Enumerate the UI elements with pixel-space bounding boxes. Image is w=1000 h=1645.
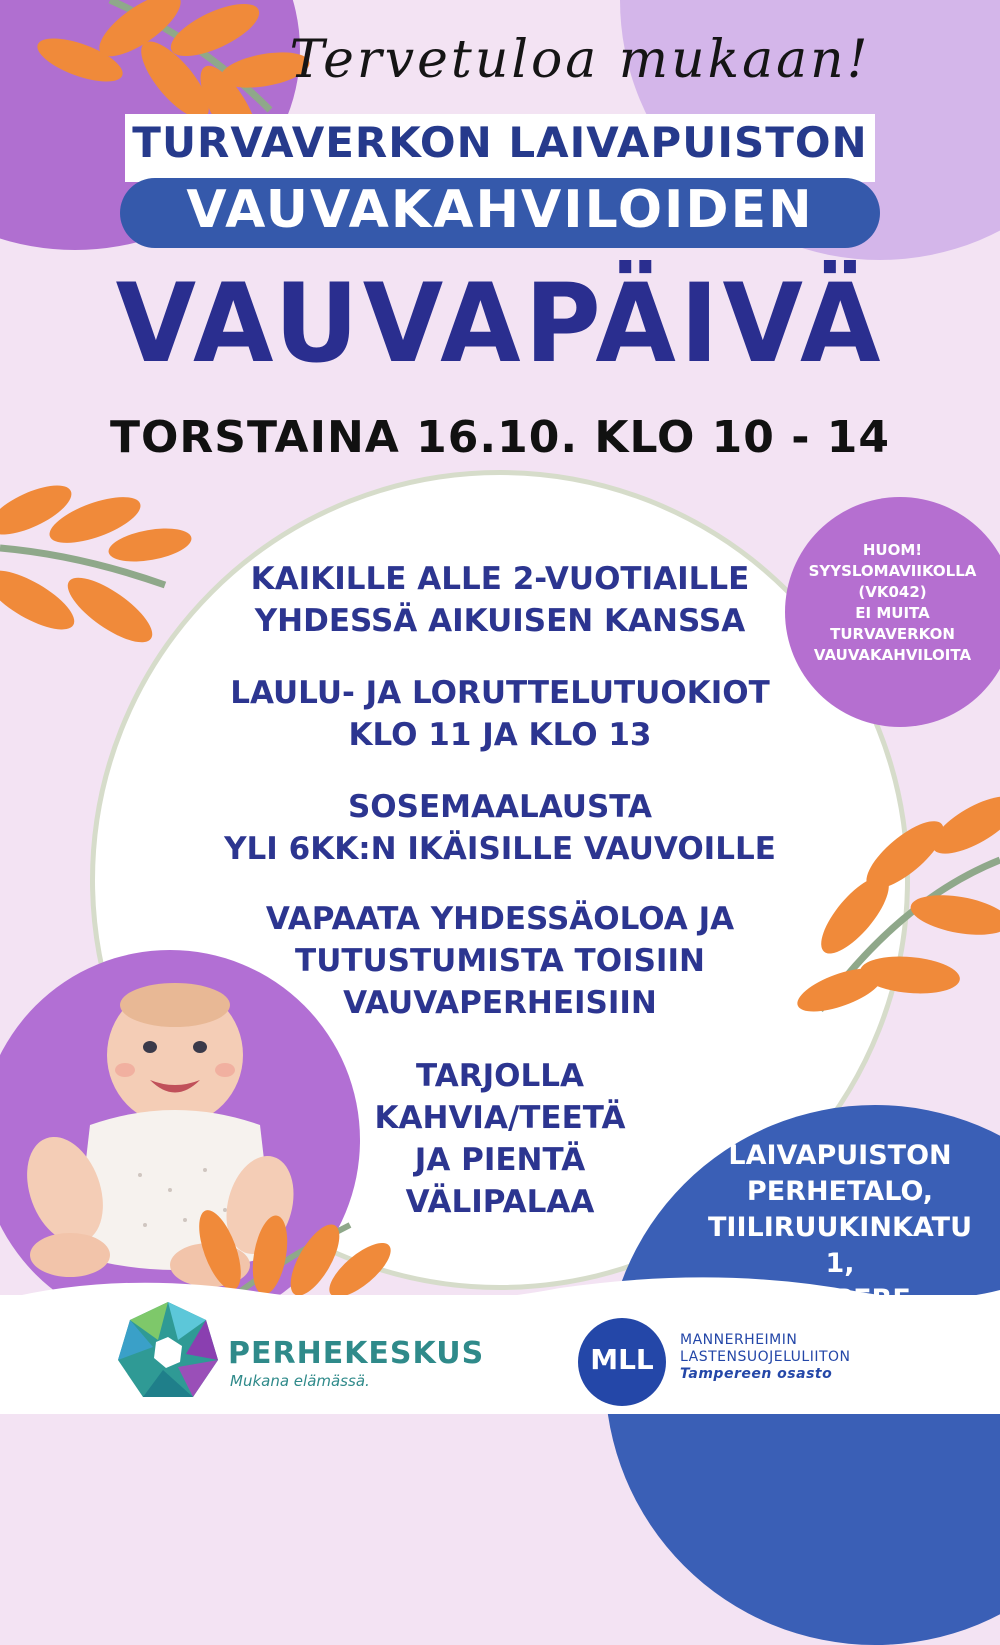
- notice-line: HUOM!: [862, 541, 923, 559]
- title-line1: TURVAVERKON LAIVAPUISTON: [132, 118, 868, 167]
- info-line: TUTUSTUMISTA TOISIIN: [295, 943, 705, 979]
- mll-line1: MANNERHEIMIN: [680, 1332, 798, 1348]
- info-line: KAHVIA/TEETÄ: [374, 1100, 626, 1136]
- info-item: [220, 786, 780, 870]
- info-line: JA PIENTÄ: [414, 1142, 586, 1178]
- info-line: VAPAATA YHDESSÄOLOA JA: [265, 901, 735, 937]
- perhekeskus-logo-icon: [118, 1302, 218, 1402]
- mll-line2: LASTENSUOJELULIITON: [680, 1349, 851, 1365]
- notice-line: (VK042): [858, 583, 927, 601]
- info-line: YHDESSÄ AIKUISEN KANSSA: [254, 603, 746, 639]
- address-line: LAIVAPUISTON: [728, 1140, 952, 1171]
- info-line: VAUVAPERHEISIIN: [343, 985, 657, 1021]
- notice-line: EI MUITA: [855, 604, 930, 622]
- mll-line3: Tampereen osasto: [680, 1366, 833, 1382]
- leaf-branch-left-icon: [0, 476, 194, 654]
- info-line: SOSEMAALAUSTA: [347, 789, 653, 825]
- leaf-branch-right-icon: [792, 785, 1000, 1020]
- info-line: TARJOLLA: [416, 1058, 584, 1094]
- main-title: VAUVAPÄIVÄ: [115, 258, 885, 388]
- notice-line: TURVAVERKON: [830, 625, 955, 643]
- info-item: [330, 1055, 670, 1223]
- perhekeskus-name: PERHEKESKUS: [228, 1336, 485, 1371]
- address-line: TIILIRUUKINKATU 1,: [707, 1212, 973, 1279]
- notice-text: [795, 540, 990, 666]
- mll-logo-text: [680, 1332, 851, 1383]
- info-item: [220, 672, 780, 756]
- info-item: [220, 558, 780, 642]
- info-line: YLI 6KK:N IKÄISILLE VAUVOILLE: [224, 831, 776, 867]
- perhekeskus-tagline: Mukana elämässä.: [230, 1372, 370, 1390]
- address-line: PERHETALO,: [746, 1176, 934, 1207]
- title-line2: VAUVAKAHVILOIDEN: [186, 180, 814, 240]
- welcome-text: Tervetuloa mukaan!: [289, 30, 871, 90]
- info-line: KAIKILLE ALLE 2-VUOTIAILLE: [250, 561, 750, 597]
- info-line: LAULU- JA LORUTTELUTUOKIOT: [230, 675, 770, 711]
- notice-line: VAUVAKAHVILOITA: [813, 646, 972, 664]
- info-line: VÄLIPALAA: [405, 1184, 595, 1220]
- notice-line: SYYSLOMAVIIKOLLA: [808, 562, 977, 580]
- info-line: KLO 11 JA KLO 13: [348, 717, 652, 753]
- event-date: TORSTAINA 16.10. KLO 10 - 14: [109, 412, 891, 463]
- mll-logo-mark: MLL: [590, 1343, 654, 1376]
